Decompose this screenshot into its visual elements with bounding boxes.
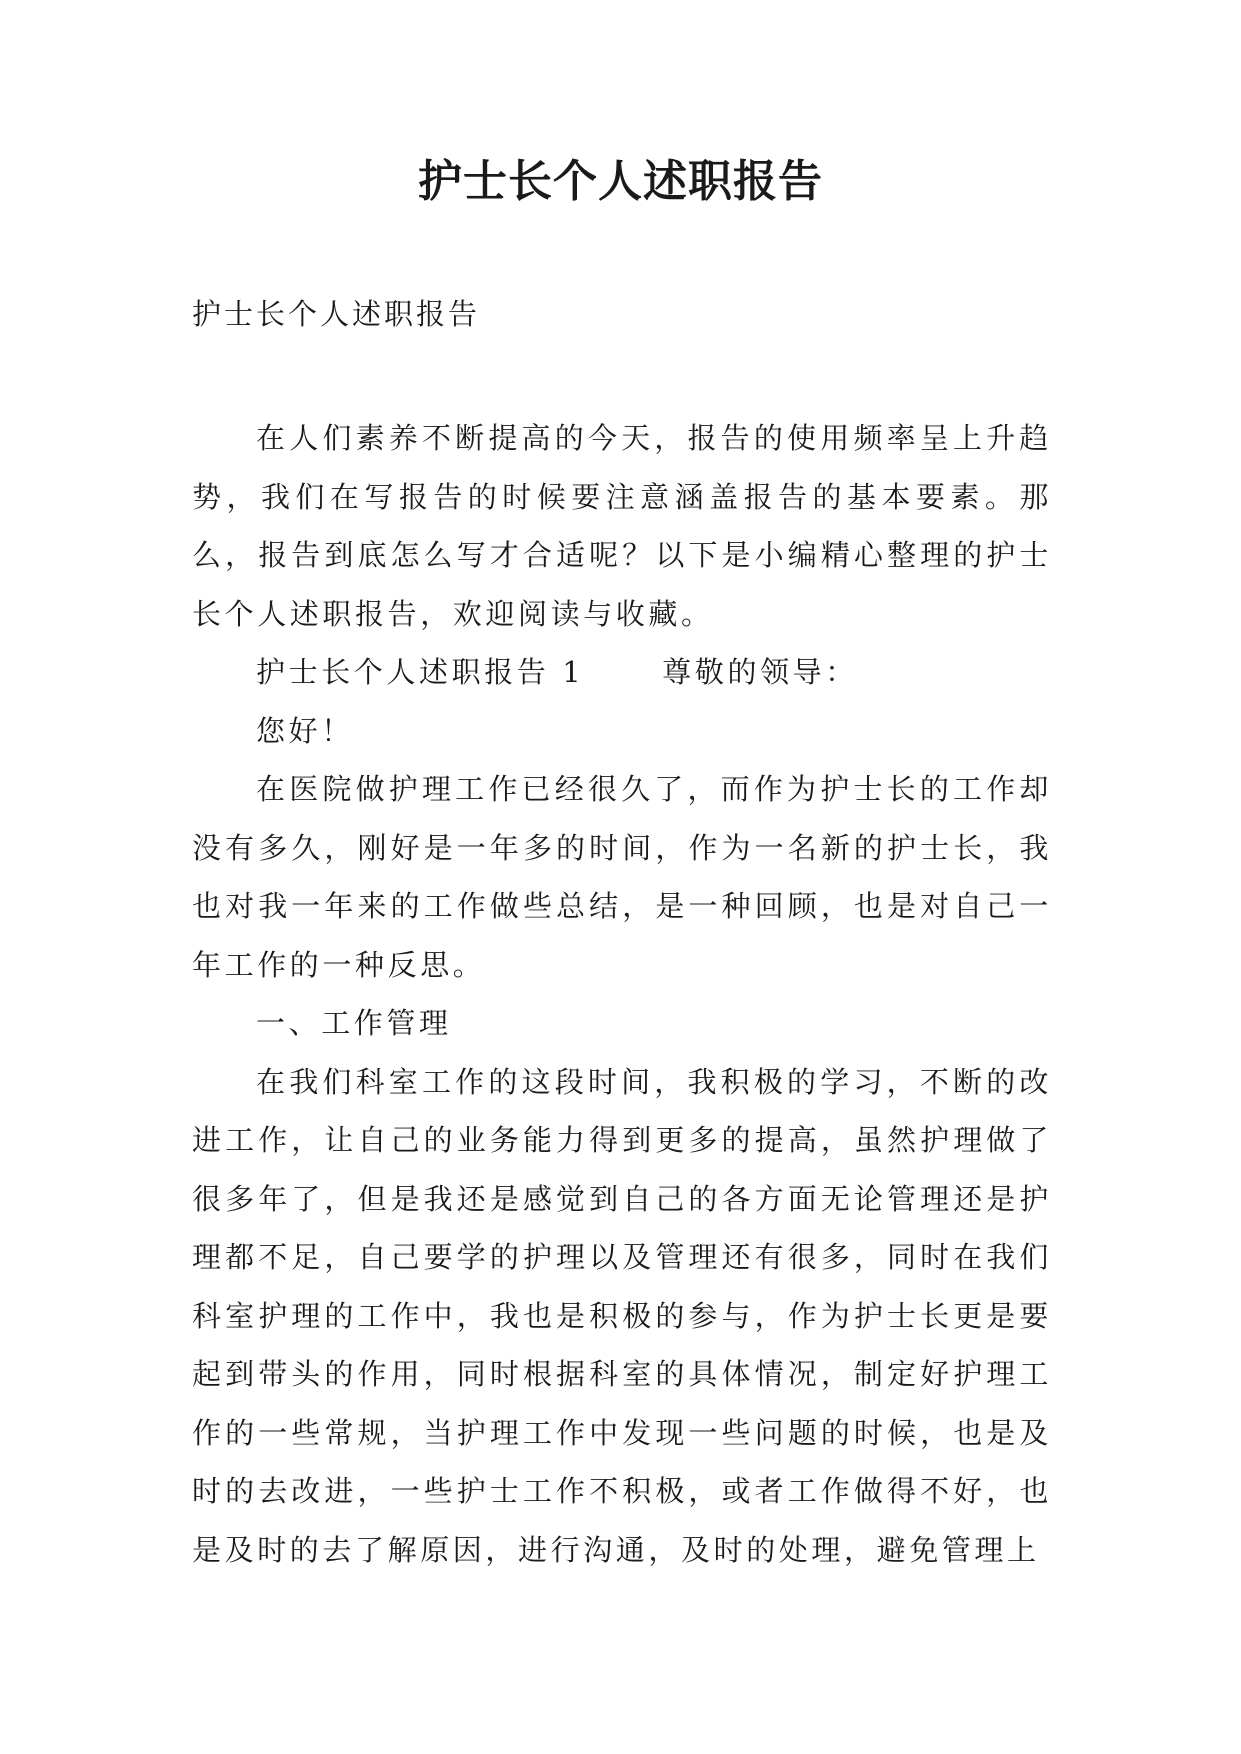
body-paragraph: 在医院做护理工作已经很久了，而作为护士长的工作却没有多久，刚好是一年多的时间，作为一名新的护士长，我也对我一年来的工作做些总结，是一种回顾，也是对自己一年工作的一种反思。 bbox=[192, 772, 1052, 982]
section-heading-line bbox=[192, 643, 1052, 702]
document-subtitle: 护士长个人述职报告 bbox=[192, 297, 481, 331]
intro-paragraph: 在人们素养不断提高的今天，报告的使用频率呈上升趋势，我们在写报告的时候要注意涵盖报告的基本要素。那么，报告到底怎么写才合适呢？以下是小编精心整理的护士长个人述职报告，欢迎阅读与收藏。 bbox=[192, 421, 1052, 631]
body-paragraph: 在我们科室工作的这段时间，我积极的学习，不断的改进工作，让自己的业务能力得到更多的提高，虽然护理做了很多年了，但是我还是感觉到自己的各方面无论管理还是护理都不足，自己要学的护理以及管理还有很多，同时在我们科室护理的工作中，我也是积极的参与，作为护士长更是要起到带头的作用，同时根据科室的具体情况，制定好护理工作的一些常规，当护理工作中发现一些问题的时候，也是及时的去改进，一些护士工作不积极，或者工作做得不好，也是及时的去了解原因，进行沟通，及时的处理，避免管理上 bbox=[192, 1064, 1052, 1567]
section-heading: 护士长个人述职报告 1 bbox=[256, 655, 585, 689]
salutation: 尊敬的领导： bbox=[662, 655, 858, 689]
subsection-heading: 一、工作管理 bbox=[256, 1006, 452, 1040]
greeting-paragraph: 您好！ bbox=[256, 713, 354, 748]
document-title: 护士长个人述职报告 bbox=[418, 156, 823, 207]
document-body bbox=[192, 409, 1052, 1579]
